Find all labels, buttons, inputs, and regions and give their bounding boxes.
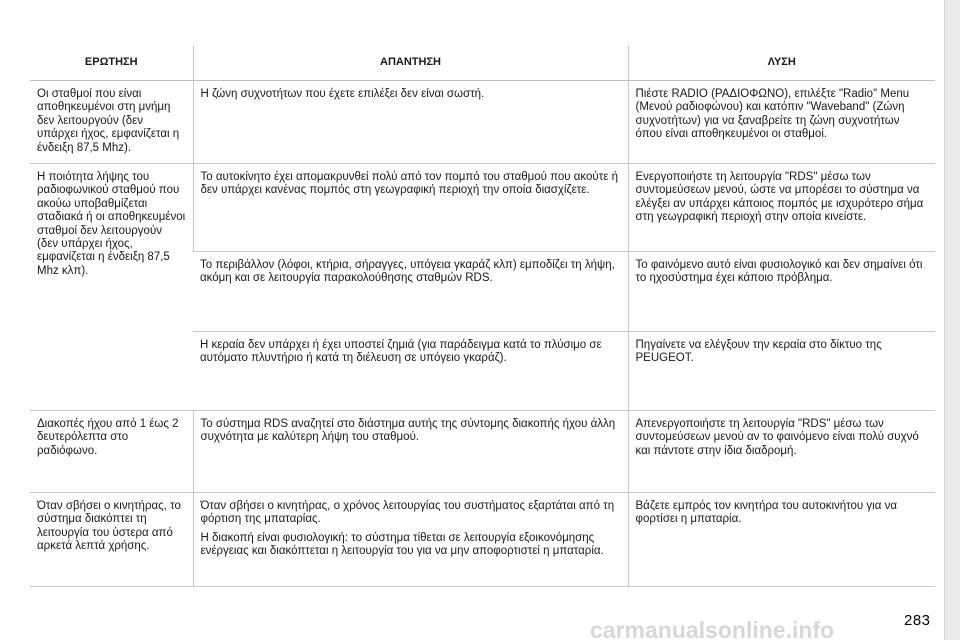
answer-text: Η κεραία δεν υπάρχει ή έχει υποστεί ζημιά (για παράδειγμα κατά το πλύσιμο σε αυτόματο πλυντήριο ή κατά τη διέλευση σε υπόγειο γκαράζ). (200, 339, 602, 365)
solution-cell: Πηγαίνετε να ελέγξουν την κεραία στο δίκτυο της PEUGEOT. (628, 332, 935, 411)
solution-cell: Απενεργοποιήστε τη λειτουργία "RDS" μέσω των συντομεύσεων μενού αν το φαινόμενο είναι πολύ συχνό και πάντοτε στην ίδια διαδρομή. (628, 411, 935, 493)
table-row (30, 81, 935, 164)
table-row (30, 493, 935, 587)
question-cell: Οι σταθμοί που είναι αποθηκευμένοι στη μνήμη δεν λειτουργούν (δεν υπάρχει ήχος, εμφανίζεται η ένδειξη 87,5 Mhz). (30, 81, 193, 164)
question-cell: Όταν σβήσει ο κινητήρας, το σύστημα διακόπτει τη λειτουργία του ύστερα από αρκετά λεπτά χρήσης. (30, 493, 193, 587)
answer-cell (193, 252, 628, 332)
header-row (30, 46, 935, 81)
answer-text: Το σύστημα RDS αναζητεί στο διάστημα αυτής της σύντομης διακοπής ήχου άλλη συχνότητα με καλύτερη λήψη του σταθμού. (200, 418, 616, 444)
answer-cell (193, 81, 628, 164)
question-cell: Διακοπές ήχου από 1 έως 2 δευτερόλεπτα στο ραδιόφωνο. (30, 411, 193, 493)
question-cell: Η ποιότητα λήψης του ραδιοφωνικού σταθμού που ακούω υποβαθμίζεται σταδιακά ή οι αποθηκευμένοι σταθμοί δεν λειτουργούν (δεν υπάρχει ήχος, εμφανίζεται η ένδειξη 87,5 Mhz κλπ). (30, 164, 193, 411)
watermark: carmanualsonline.info (590, 617, 835, 640)
answer-text: Η ζώνη συχνοτήτων που έχετε επιλέξει δεν είναι σωστή. (200, 88, 485, 100)
answer-cell (193, 493, 628, 587)
header-answer: ΑΠΑΝΤΗΣΗ (193, 46, 628, 81)
header-question: ΕΡΩΤΗΣΗ (30, 46, 193, 81)
answer-text: Η διακοπή είναι φυσιολογική: το σύστημα τίθεται σε λειτουργία εξοικονόμησης ενέργειας και διακόπτεται η λειτουργία του για να μην αποφορτιστεί η μπαταρία. (200, 531, 604, 558)
faq-table (30, 46, 935, 587)
answer-text: Το αυτοκίνητο έχει απομακρυνθεί πολύ από τον πομπό του σταθμού που ακούτε ή δεν υπάρχει κανένας πομπός στη γεωγραφική περιοχή την οποία διασχίζετε. (200, 171, 618, 197)
answer-text: Όταν σβήσει ο κινητήρας, ο χρόνος λειτουργίας του συστήματος εξαρτάται από τη φόρτιση της μπαταρίας. (200, 500, 615, 526)
answer-cell (193, 164, 628, 252)
table-row (30, 411, 935, 493)
answer-cell (193, 332, 628, 411)
solution-cell: Το φαινόμενο αυτό είναι φυσιολογικό και δεν σημαίνει ότι το ηχοσύστημα έχει κάποιο πρόβλημα. (628, 252, 935, 332)
solution-cell: Πιέστε RADIO (ΡΑΔΙΟΦΩΝΟ), επιλέξτε "Radio" Menu (Μενού ραδιοφώνου) και κατόπιν "Waveband" (Ζώνη συχνοτήτων) για να ξαναβρείτε τη ζώνη συχνοτήτων όπου είναι αποθηκευμένοι οι σταθμοί. (628, 81, 935, 164)
side-margin-bar (945, 0, 960, 640)
solution-cell: Βάζετε εμπρός τον κινητήρα του αυτοκινήτου για να φορτίσει η μπαταρία. (628, 493, 935, 587)
answer-text: Το περιβάλλον (λόφοι, κτήρια, σήραγγες, υπόγεια γκαράζ κλπ) εμποδίζει τη λήψη, ακόμη και σε λειτουργία παρακολούθησης σταθμών RDS. (200, 259, 615, 285)
table-row (30, 164, 935, 252)
answer-cell (193, 411, 628, 493)
header-solution: ΛΥΣΗ (628, 46, 935, 81)
solution-cell: Ενεργοποιήστε τη λειτουργία "RDS" μέσω των συντομεύσεων μενού, ώστε να μπορέσει το σύστημα να ελέγξει αν υπάρχει κάποιος πομπός με ισχυρότερο σήμα στη γεωγραφική περιοχή στην οποία κινείστε. (628, 164, 935, 252)
page-number: 283 (904, 612, 931, 629)
